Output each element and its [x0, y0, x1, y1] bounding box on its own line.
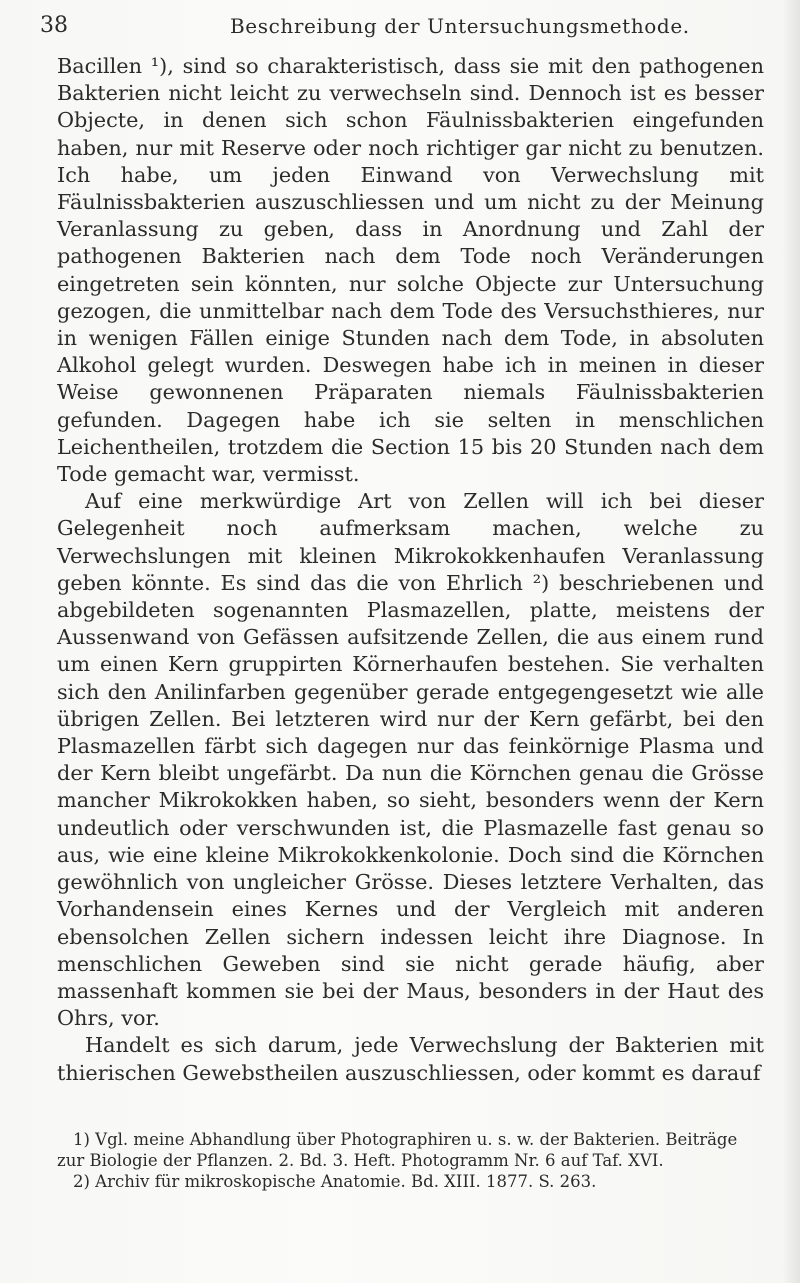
footnote-2: 2) Archiv für mikroskopische Anatomie. Bd. XIII. 1877. S. 263.	[73, 1171, 597, 1191]
paragraph-3: Handelt es sich darum, jede Verwechslung der Bakterien mit thierischen Gewebstheilen auszuschliessen, oder kommt es darauf	[57, 1033, 764, 1085]
footnote-1: 1) Vgl. meine Abhandlung über Photographiren u. s. w. der Bakterien. Beiträge zur Biologie der Pflanzen. 2. Bd. 3. Heft. Photogramm Nr. 6 auf Taf. XVI.	[57, 1130, 738, 1170]
body-text	[57, 53, 764, 1087]
running-title: Beschreibung der Untersuchungsmethode.	[230, 14, 690, 38]
page-edge-shadow	[782, 0, 800, 1283]
footnotes	[57, 1130, 764, 1192]
paragraph-1: Bacillen ¹), sind so charakteristisch, dass sie mit den pathogenen Bakterien nicht leicht zu verwechseln sind. Dennoch ist es besser Objecte, in denen sich schon Fäulnissbakterien eingefunden haben, nur mit Reserve oder noch richtiger gar nicht zu benutzen. Ich habe, um jeden Einwand von Verwechslung mit Fäulnissbakterien auszuschliessen und um nicht zu der Meinung Veranlassung zu geben, dass in Anordnung und Zahl der pathogenen Bakterien nach dem Tode noch Veränderungen eingetreten sein könnten, nur solche Objecte zur Untersuchung gezogen, die unmittelbar nach dem Tode des Versuchsthieres, nur in wenigen Fällen einige Stunden nach dem Tode, in absoluten Alkohol gelegt wurden. Deswegen habe ich in meinen in dieser Weise gewonnenen Präparaten niemals Fäulnissbakterien gefunden. Dagegen habe ich sie selten in menschlichen Leichentheilen, trotzdem die Section 15 bis 20 Stunden nach dem Tode gemacht war, vermisst.	[57, 54, 764, 487]
page-number: 38	[40, 13, 68, 38]
paragraph-2: Auf eine merkwürdige Art von Zellen will ich bei dieser Gelegenheit noch aufmerksam machen, welche zu Verwechslungen mit kleinen Mikrokokkenhaufen Veranlassung geben könnte. Es sind das die von Ehrlich ²) beschriebenen und abgebildeten sogenannten Plasmazellen, platte, meistens der Aussenwand von Gefässen aufsitzende Zellen, die aus einem rund um einen Kern gruppirten Körnerhaufen bestehen. Sie verhalten sich den Anilinfarben gegenüber gerade entgegengesetzt wie alle übrigen Zellen. Bei letzteren wird nur der Kern gefärbt, bei den Plasmazellen färbt sich dagegen nur das feinkörnige Plasma und der Kern bleibt ungefärbt. Da nun die Körnchen genau die Grösse mancher Mikrokokken haben, so sieht, besonders wenn der Kern undeutlich oder verschwunden ist, die Plasmazelle fast genau so aus, wie eine kleine Mikrokokkenkolonie. Doch sind die Körnchen gewöhnlich von ungleicher Grösse. Dieses letztere Verhalten, das Vorhandensein eines Kernes und der Vergleich mit anderen ebensolchen Zellen sichern indessen leicht ihre Diagnose. In menschlichen Geweben sind sie nicht gerade häufig, aber massenhaft kommen sie bei der Maus, besonders in der Haut des Ohrs, vor.	[57, 489, 764, 1031]
page-header	[40, 8, 760, 44]
